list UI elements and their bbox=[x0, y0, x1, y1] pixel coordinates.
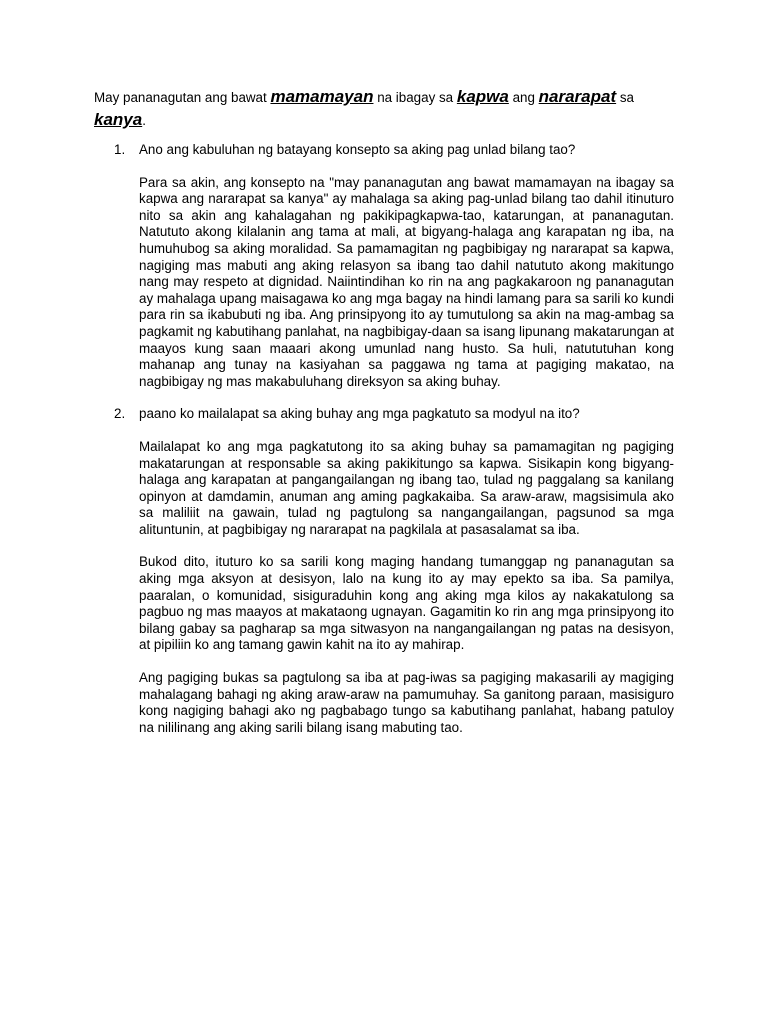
intro-text-2: na ibagay sa bbox=[373, 90, 457, 105]
intro-text-4: sa bbox=[616, 90, 634, 105]
question-list bbox=[94, 142, 674, 736]
answer-paragraph: Bukod dito, ituturo ko sa sarili kong maging handang tumanggap ng pananagutan sa aking mga aksyon at desisyon, lalo na kung ito ay may epekto sa iba. Sa pamilya, paaralan, o komunidad, sisiguraduhin kong ang aking mga kilos ay nakakatulong sa pagbuo ng mas maayos at makataong ugnayan. Gagamitin ko rin ang mga prinsipyong ito bilang gabay sa pagharap sa mga sitwasyon na nangangailangan ng patas na desisyon, at pipiliin ko ang tamang gawin kahit na ito ay mahirap. bbox=[139, 554, 674, 653]
question-text: Ano ang kabuluhan ng batayang konsepto sa aking pag unlad bilang tao? bbox=[139, 142, 576, 157]
question-item-2 bbox=[94, 406, 674, 736]
intro-statement bbox=[94, 86, 674, 132]
intro-text-3: ang bbox=[508, 90, 539, 105]
keyword-kanya: kanya bbox=[94, 110, 143, 129]
answer-paragraph: Ang pagiging bukas sa pagtulong sa iba at pag-iwas sa pagiging makasarili ay magiging mahalagang bahagi ng aking araw-araw na pamumuhay. Sa ganitong paraan, masisiguro kong nagiging bahagi ako ng pagbabago tungo sa kabutihang panlahat, habang patuloy na nililinang ang aking sarili bilang isang mabuting tao. bbox=[139, 670, 674, 735]
keyword-kapwa: kapwa bbox=[456, 87, 509, 106]
answer-paragraph: Mailalapat ko ang mga pagkatutong ito sa aking buhay sa pamamagitan ng pagiging makatarungan at responsable sa aking pakikitungo sa kapwa. Sisikapin kong bigyang-halaga ang karapatan at pangangailangan ng ibang tao, tulad ng paggalang sa kanilang opinyon at damdamin, anuman ang aming pagkakaiba. Sa araw-araw, magsisimula ako sa maliliit na gawain, tulad ng pagtulong sa nangangailangan, pagsunod sa mga alituntunin, at pagbibigay ng nararapat na pagkilala at pasasalamat sa iba. bbox=[139, 438, 674, 537]
question-text: paano ko mailalapat sa aking buhay ang mga pagkatuto sa modyul na ito? bbox=[139, 406, 580, 422]
answer-paragraph: Para sa akin, ang konsepto na "may pananagutan ang bawat mamamayan na ibagay sa kapwa ang nararapat sa kanya" ay mahalaga sa aking pag-unlad bilang tao dahil itinuturo nito sa akin ang kahalagahan ng pakikipagkapwa-tao, katarungan, at pananagutan. Natututo akong kilalanin ang tama at mali, at bigyang-halaga ang karapatan ng iba, na humuhubog sa aking moralidad. Sa pamamagitan ng pagbibigay ng nararapat sa kapwa, nagiging mas mabuti ang aking relasyon sa ibang tao dahil natututo akong makitungo nang may respeto at dignidad. Naiintindihan ko rin na ang pagkakaroon ng pananagutan ay mahalaga upang maisagawa ko ang mga bagay na hindi lamang para sa sarili ko kundi para rin sa ikabubuti ng iba. Ang prinsipyong ito ay tumutulong sa akin na mag-ambag sa pagkamit ng kabutihang panlahat, na nagbibigay-daan sa isang lipunang makatarungan at maayos kung saan maaari akong umunlad nang husto. Sa huli, natututuhan kong mahanap ang tunay na kasiyahan sa paggawa ng tama at pagiging makatao, na nagbibigay ng mas makabuluhang direksyon sa aking buhay. bbox=[139, 174, 674, 389]
question-item-1 bbox=[94, 142, 674, 390]
question-number: 1. bbox=[114, 142, 126, 157]
intro-text-5: . bbox=[142, 113, 146, 128]
document-page bbox=[94, 86, 674, 752]
keyword-nararapat: nararapat bbox=[538, 87, 617, 106]
question-number: 2. bbox=[114, 406, 126, 422]
intro-text-1: May pananagutan ang bawat bbox=[94, 90, 271, 105]
keyword-mamamayan: mamamayan bbox=[270, 87, 374, 106]
